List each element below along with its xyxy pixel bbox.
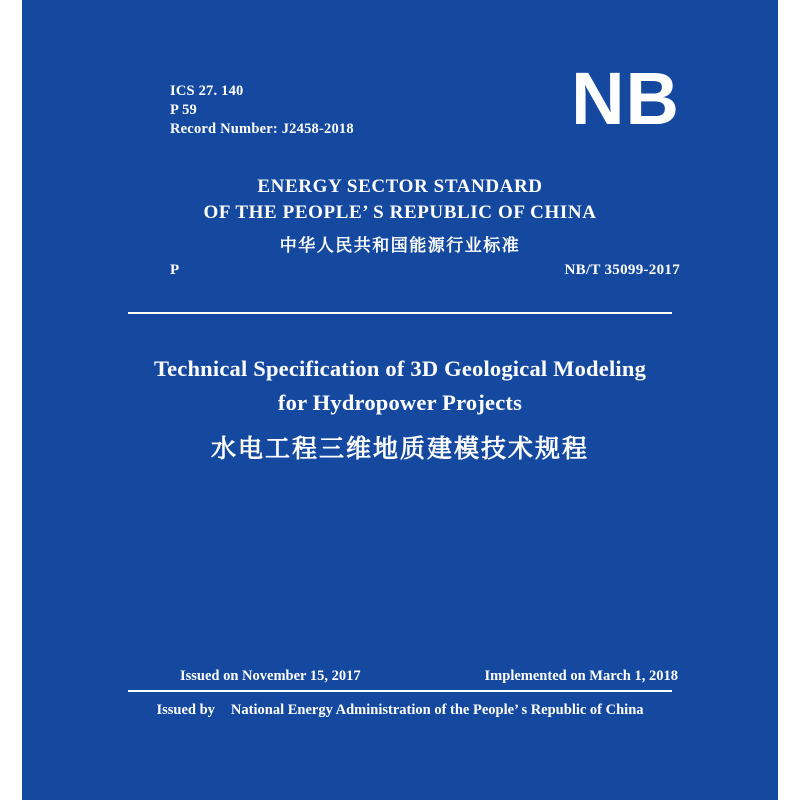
divider-bottom bbox=[128, 690, 672, 692]
issuer-label: Issued by bbox=[156, 702, 215, 718]
nb-logo: NB bbox=[571, 57, 680, 140]
title-en-line-1: Technical Specification of 3D Geological Modeling bbox=[153, 356, 647, 381]
title-en-line-2: for Hydropower Projects bbox=[277, 390, 523, 415]
standard-body-line-cn: 中华人民共和国能源行业标准 bbox=[279, 236, 521, 255]
standard-body-heading bbox=[22, 174, 778, 261]
cover-header bbox=[22, 57, 778, 150]
ics-block bbox=[170, 82, 354, 139]
cover-content bbox=[22, 0, 778, 800]
standard-code-row bbox=[22, 262, 778, 284]
standard-number: NB/T 35099-2017 bbox=[564, 262, 680, 278]
date-row bbox=[22, 668, 778, 690]
page-title bbox=[22, 352, 778, 470]
issuer-row bbox=[22, 700, 778, 720]
title-cn: 水电工程三维地质建模技术规程 bbox=[210, 436, 589, 463]
ics-number: ICS 27. 140 bbox=[170, 83, 244, 99]
issuer-organization: National Energy Administration of the People’ s Republic of China bbox=[230, 702, 644, 718]
record-number: Record Number: J2458-2018 bbox=[170, 121, 354, 137]
implementation-date: Implemented on March 1, 2018 bbox=[484, 668, 678, 684]
standard-body-line-2: OF THE PEOPLE’ S REPUBLIC OF CHINA bbox=[203, 202, 597, 223]
classification-code: P 59 bbox=[170, 102, 197, 118]
classification-letter: P bbox=[170, 262, 180, 278]
standard-body-line-1: ENERGY SECTOR STANDARD bbox=[257, 176, 543, 197]
page-right-margin bbox=[778, 0, 800, 800]
divider-top bbox=[128, 312, 672, 314]
issue-date: Issued on November 15, 2017 bbox=[180, 668, 361, 684]
page-left-margin bbox=[0, 0, 22, 800]
